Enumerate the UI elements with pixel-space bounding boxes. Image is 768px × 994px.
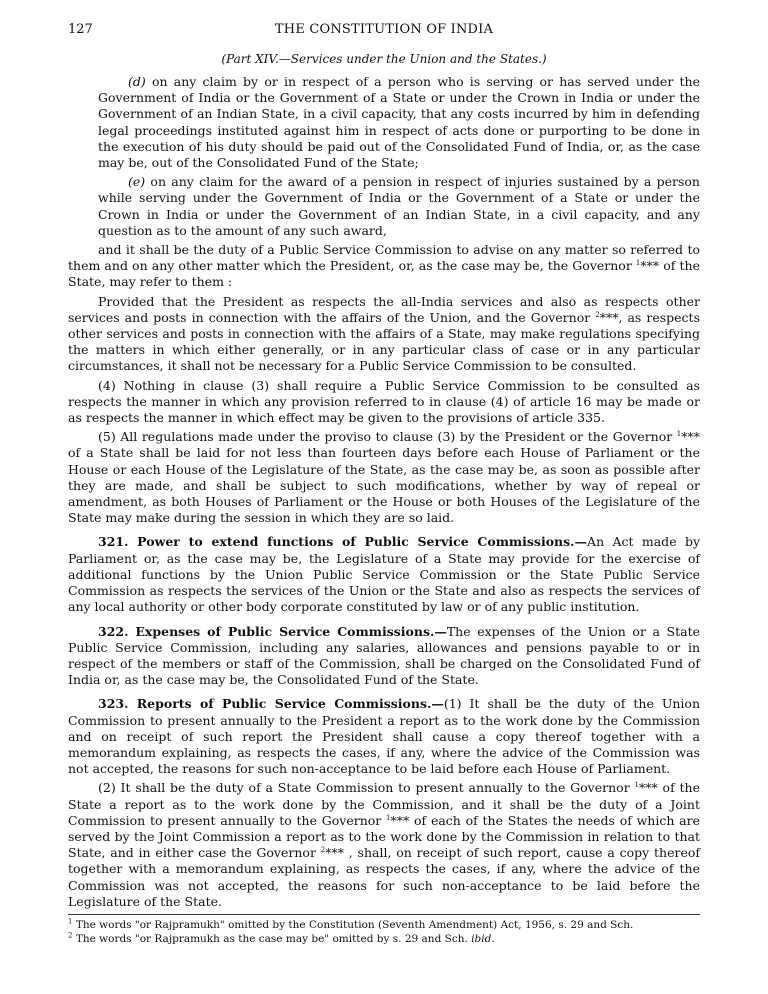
document-body [68, 74, 700, 910]
footnote-ref: 1 [634, 781, 639, 790]
part-subheading: (Part XIV.—Services under the Union and the States.) [221, 52, 547, 66]
article-323-clause-2: (2) It shall be the duty of a State Commission to present annually to the Governor $^1$*** of the State a report as to the work done by the Commission, and it shall be the duty of a Joint Commission to present annually to the Governor $^1$*** of each of the States the needs of which are served by the Joint Commission a report as to the work done by the Commission in relation to that State, and in either case the Governor $^2$*** , shall, on receipt of such report, cause a copy thereof together with a memorandum explaining, as respects the cases, if any, where the advice of the Commission was not accepted, the reasons for such non-acceptance to be laid before the Legislature of the State. [68, 780, 701, 909]
article-321 [68, 534, 700, 615]
article-323-text: (1) It shall be the duty of the Union Commission to present annually to the President a report as to the work done by the Commission and on receipt of such report the President shall cause a copy thereof together with a memorandum explaining, as respects the cases, if any, where the advice of the Commission was not accepted, the reasons for such non-acceptance to be laid before each House of Parliament. [68, 696, 700, 777]
footnote-2: $^2$ The words "or Rajpramukh as the case may be" omitted by s. 29 and Sch. ibid. [68, 931, 495, 945]
clause-5: (5) All regulations made under the proviso to clause (3) by the President or the Governor $^1$*** of a State shall be laid for not less than fourteen days before each House of Parliament or the House or each House of the Legislature of the State, as the case may be, as soon as possible after they are made, and shall be subject to such modifications, whether by way of repeal or amendment, as both Houses of Parliament or the House or both Houses of the Legislature of the State may make during the session in which they are so laid. [68, 429, 700, 526]
duty-paragraph: and it shall be the duty of a Public Service Commission to advise on any matter so referred to them and on any other matter which the President, or, as the case may be, the Governor $^1$*** of the State, may refer to them : [68, 242, 700, 290]
footnote-ref: 1 [676, 430, 682, 439]
document-page [68, 22, 700, 946]
proviso-paragraph: Provided that the President as respects the all-India services and also as respects other services and posts in connection with the affairs of the Union, and the Governor $^2$***, as respects other services and posts in connection with the affairs of a State, may make regulations specifying the matters in which either generally, or in any particular class of case or in any particular circumstances, it shall not be necessary for a Public Service Commission to be consulted. [68, 293, 700, 374]
footnote-ref: 2 [595, 310, 600, 319]
page-number: 127 [68, 22, 93, 37]
article-322-heading: 322. Expenses of Public Service Commissions.— [98, 623, 447, 639]
running-title: THE CONSTITUTION OF INDIA [274, 22, 494, 37]
page-header [68, 22, 700, 44]
clause-d-label: (d) [128, 74, 146, 89]
clause-d [68, 74, 700, 171]
article-323-heading: 323. Reports of Public Service Commissions.— [98, 696, 444, 712]
clause-4: (4) Nothing in clause (3) shall require a Public Service Commission to be consulted as respects the manner in which any provision referred to in clause (4) of article 16 may be made or as respects the manner in which effect may be given to the provisions of article 335. [68, 377, 700, 426]
clause-d-text: on any claim by or in respect of a person who is serving or has served under the Government of India or the Government of a State or under the Crown in India or under the Government of an Indian State, in a civil capacity, that any costs incurred by him in defending legal proceedings instituted against him in respect of acts done or purporting to be done in the execution of his duty should be paid out of the Consolidated Fund of India, or, as the case may be, out of the Consolidated Fund of the State; [98, 74, 700, 171]
clause-e-label: (e) [128, 174, 146, 190]
footnote-ref: 1 [386, 813, 391, 822]
clause-e-text: on any claim for the award of a pension in respect of injuries sustained by a person while serving under the Government of India or the Government of a State or under the Crown in India or under the Government of an Indian State, in a civil capacity, and any question as to the amount of any such award, [98, 174, 700, 238]
footnote-ref: 1 [635, 259, 641, 268]
article-321-text: An Act made by Parliament or, as the case may be, the Legislature of a State may provide for the exercise of additional functions by the Union Public Service Commission or the State Public Service Commission as respects the services of the Union or the State and also as respects the services of any local authority or other body corporate constituted by law or of any public institution. [68, 534, 701, 615]
article-323 [68, 696, 700, 777]
article-322 [68, 624, 700, 689]
article-322-text: The expenses of the Union or a State Public Service Commission, including any salaries, allowances and pensions payable to or in respect of the members or staff of the Commission, shall be charged on the Consolidated Fund of India or, as the case may be, the Consolidated Fund of the State. [68, 623, 701, 688]
footnotes [68, 914, 700, 946]
clause-e [68, 174, 700, 239]
article-321-heading: 321. Power to extend functions of Public Service Commissions.— [98, 534, 588, 550]
footnote-1: $^1$ The words "or Rajpramukh" omitted by the Constitution (Seventh Amendment) Act, 1956, s. 29 and Sch. [68, 917, 634, 931]
footnote-ref: 2 [320, 845, 326, 854]
